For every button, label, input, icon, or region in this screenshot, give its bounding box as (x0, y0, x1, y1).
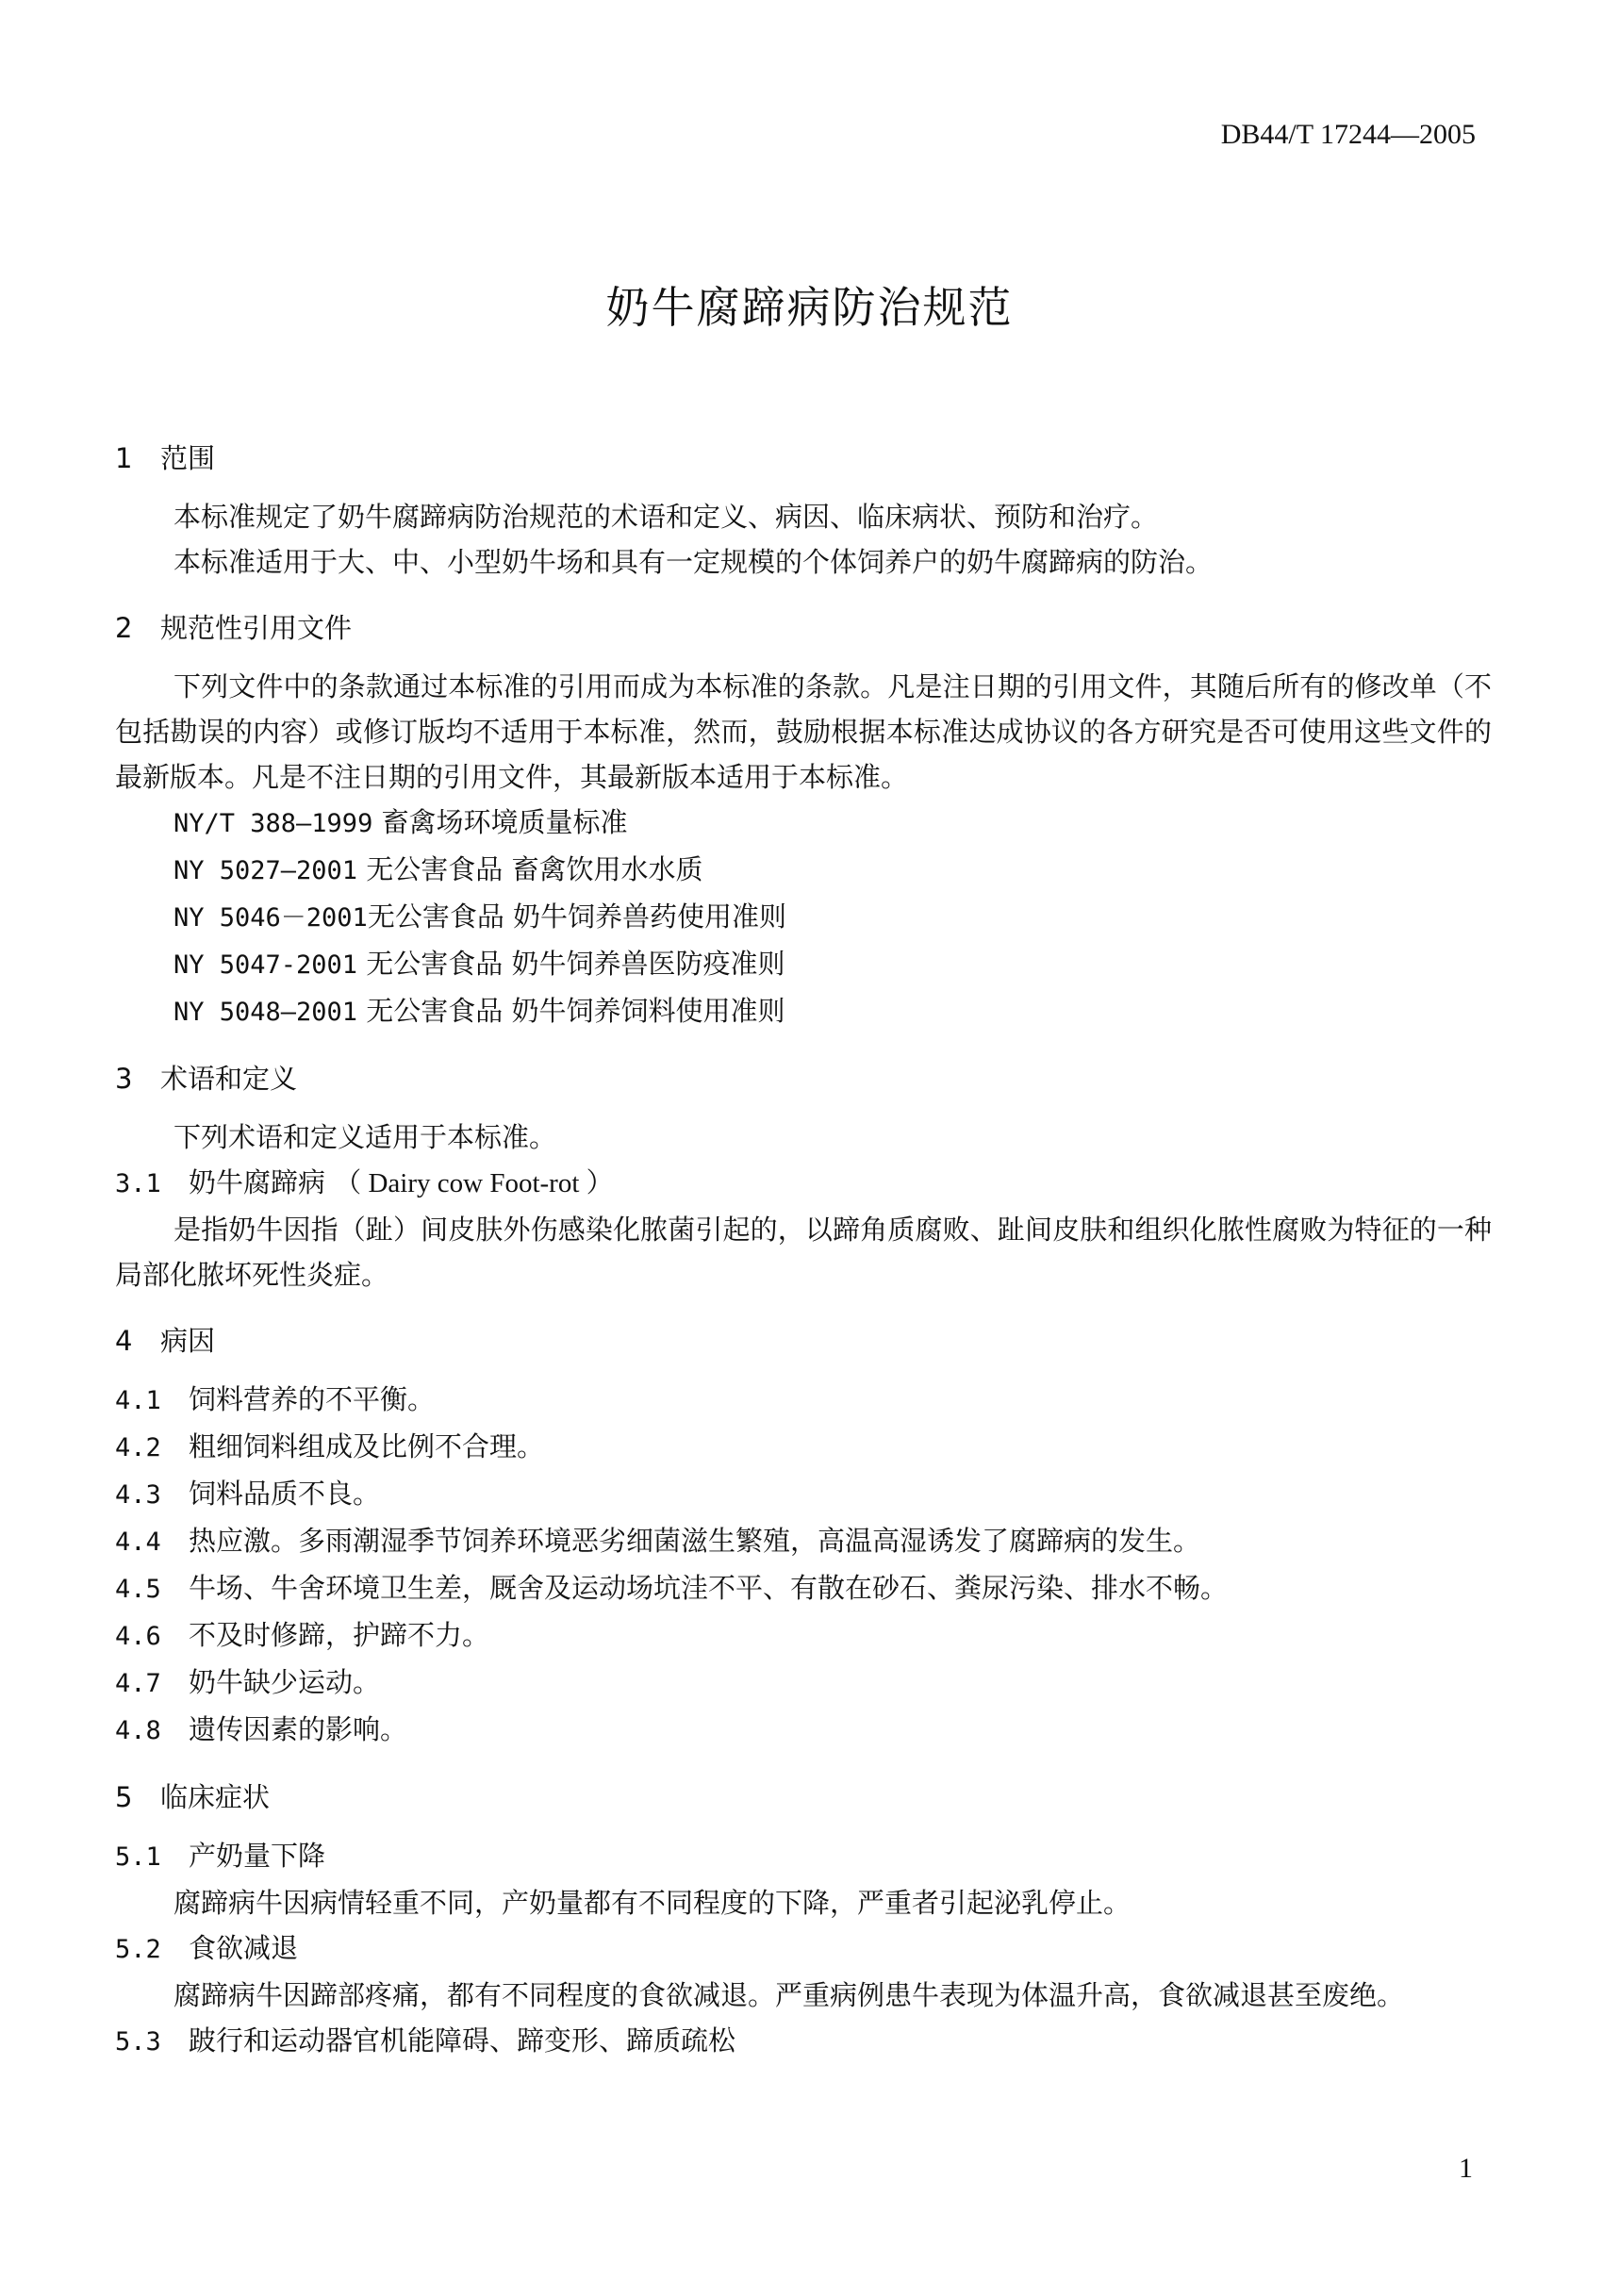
reference-item (115, 941, 1492, 988)
clause-number: 4.5 (115, 1575, 161, 1604)
section-heading (115, 436, 1492, 481)
term-name: 奶牛腐蹄病 (189, 1166, 326, 1198)
section-title: 病因 (160, 1325, 216, 1357)
section-number: 1 (115, 442, 133, 474)
clause-text: 粗细饲料组成及比例不合理。 (189, 1430, 545, 1462)
clause-number: 4.2 (115, 1433, 161, 1462)
section-title: 范围 (160, 442, 216, 474)
clause-item (115, 1612, 1492, 1660)
section-title: 规范性引用文件 (160, 612, 353, 644)
section-scope (115, 436, 1492, 585)
standard-number: DB44/T 17244—2005 (1220, 119, 1476, 150)
clause-item (115, 1471, 1492, 1518)
section-title: 临床症状 (160, 1781, 271, 1813)
clause-number: 4.4 (115, 1528, 161, 1557)
section-heading (115, 1056, 1492, 1101)
clause-text: 不及时修蹄，护蹄不力。 (189, 1619, 490, 1651)
clause-item (115, 1660, 1492, 1707)
reference-name: 无公害食品 奶牛饲养兽医防疫准则 (366, 948, 785, 980)
clause-text: 遗传因素的影响。 (189, 1713, 408, 1745)
section-terms-definitions (115, 1056, 1492, 1297)
clause-number: 4.8 (115, 1716, 161, 1745)
section-number: 2 (115, 612, 133, 644)
clause-text: 饲料品质不良。 (189, 1478, 381, 1510)
reference-code: NY 5047-2001 (173, 950, 358, 980)
section-title: 术语和定义 (160, 1063, 298, 1095)
subsection-heading (115, 1833, 1492, 1880)
reference-name: 无公害食品 畜禽饮用水水质 (366, 853, 703, 885)
reference-code: NY 5046－2001 (173, 903, 368, 933)
section-clinical-symptoms (115, 1775, 1492, 2065)
term-english: （ Dairy cow Foot-rot ） (334, 1168, 614, 1198)
section-heading (115, 1318, 1492, 1363)
page-number: 1 (1459, 2153, 1473, 2184)
subsection-number: 5.2 (115, 1935, 161, 1964)
clause-number: 4.3 (115, 1480, 161, 1510)
clause-item (115, 1518, 1492, 1565)
term-number: 3.1 (115, 1169, 161, 1198)
section-heading (115, 1775, 1492, 1820)
paragraph: 下列文件中的条款通过本标准的引用而成为本标准的条款。凡是注日期的引用文件，其随后所有的修改单（不包括勘误的内容）或修订版均不适用于本标准，然而，鼓励根据本标准达成协议的各方研究是否可使用这些文件的最新版本。凡是不注日期的引用文件，其最新版本适用于本标准。 (115, 670, 1492, 793)
subsection-title: 跛行和运动器官机能障碍、蹄变形、蹄质疏松 (189, 2024, 736, 2056)
subsection-title: 产奶量下降 (189, 1840, 326, 1872)
term-definition: 是指奶牛因指（趾）间皮肤外伤感染化脓菌引起的，以蹄角质腐败、趾间皮肤和组织化脓性腐败为特征的一种局部化脓坏死性炎症。 (115, 1214, 1492, 1291)
reference-code: NY 5048—2001 (173, 998, 358, 1027)
term-entry (115, 1160, 1492, 1207)
document-title: 奶牛腐蹄病防治规范 (605, 282, 1014, 333)
paragraph: 下列术语和定义适用于本标准。 (173, 1121, 557, 1153)
paragraph: 本标准适用于大、中、小型奶牛场和具有一定规模的个体饲养户的奶牛腐蹄病的防治。 (173, 546, 1214, 578)
section-number: 5 (115, 1781, 133, 1813)
section-number: 4 (115, 1325, 133, 1357)
section-normative-references (115, 605, 1492, 1035)
clause-item (115, 1377, 1492, 1424)
reference-code: NY/T 388—1999 (173, 809, 373, 838)
subsection-title: 食欲减退 (189, 1932, 299, 1964)
clause-item (115, 1565, 1492, 1612)
subsection-number: 5.3 (115, 2027, 161, 2056)
reference-name: 畜禽场环境质量标准 (381, 806, 628, 838)
subsection-heading (115, 2018, 1492, 2065)
clause-text: 奶牛缺少运动。 (189, 1666, 381, 1698)
section-causes (115, 1318, 1492, 1754)
reference-name: 无公害食品 奶牛饲养饲料使用准则 (366, 995, 785, 1027)
clause-text: 牛场、牛舍环境卫生差，厩舍及运动场坑洼不平、有散在砂石、粪尿污染、排水不畅。 (189, 1572, 1229, 1604)
subsection-heading (115, 1925, 1492, 1973)
reference-item (115, 894, 1492, 941)
clause-text: 热应激。多雨潮湿季节饲养环境恶劣细菌滋生繁殖，高温高湿诱发了腐蹄病的发生。 (189, 1525, 1201, 1557)
paragraph: 腐蹄病牛因蹄部疼痛，都有不同程度的食欲减退。严重病例患牛表现为体温升高，食欲减退甚至废绝。 (173, 1979, 1405, 2011)
reference-item (115, 800, 1492, 847)
reference-item (115, 988, 1492, 1035)
reference-code: NY 5027—2001 (173, 856, 358, 885)
document-body (115, 415, 1492, 2065)
paragraph: 本标准规定了奶牛腐蹄病防治规范的术语和定义、病因、临床病状、预防和治疗。 (173, 501, 1159, 533)
clause-number: 4.7 (115, 1669, 161, 1698)
clause-number: 4.1 (115, 1386, 161, 1415)
section-number: 3 (115, 1063, 133, 1095)
clause-item (115, 1707, 1492, 1754)
reference-name: 无公害食品 奶牛饲养兽药使用准则 (367, 900, 787, 933)
reference-item (115, 847, 1492, 894)
clause-item (115, 1424, 1492, 1471)
clause-number: 4.6 (115, 1622, 161, 1651)
paragraph: 腐蹄病牛因病情轻重不同，产奶量都有不同程度的下降，严重者引起泌乳停止。 (173, 1887, 1132, 1919)
section-heading (115, 605, 1492, 651)
subsection-number: 5.1 (115, 1842, 161, 1872)
clause-text: 饲料营养的不平衡。 (189, 1383, 436, 1415)
